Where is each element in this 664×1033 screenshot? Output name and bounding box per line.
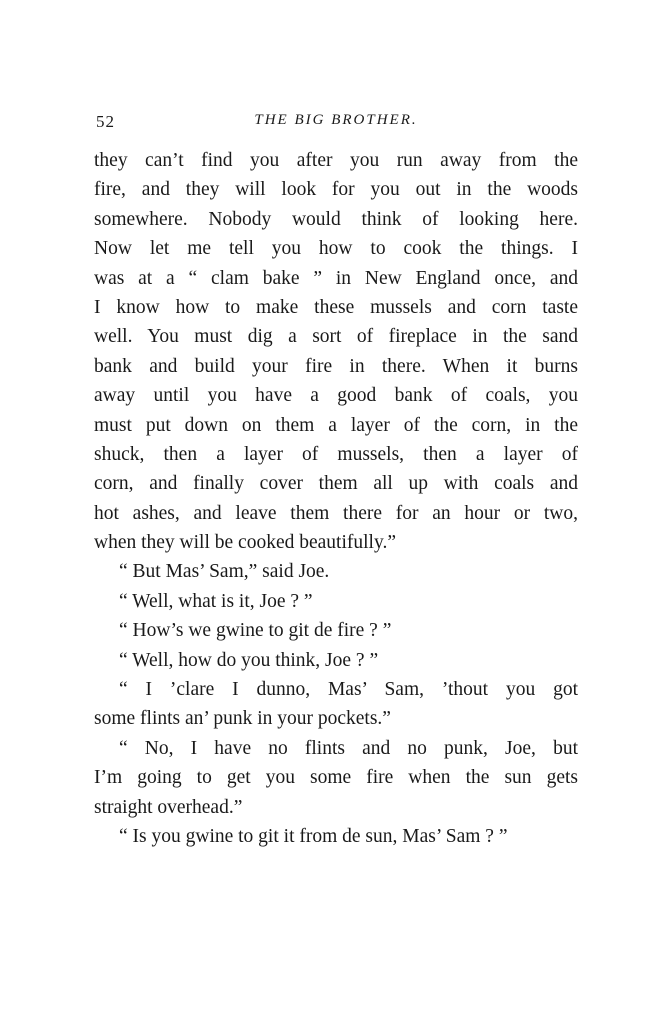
text-line: “ Well, how do you think, Joe ? ” — [119, 649, 379, 671]
text-line: somewhere. Nobody would think of looking here. — [94, 208, 578, 230]
text-line: well. You must dig a sort of fireplace in the sand — [94, 326, 578, 348]
text-line: shuck, then a layer of mussels, then a layer of — [94, 443, 578, 465]
body-text — [94, 146, 578, 851]
text-line: I know how to make these mussels and corn taste — [94, 296, 578, 318]
text-line: hot ashes, and leave them there for an hour or two, — [94, 502, 578, 524]
text-line: Now let me tell you how to cook the things. I — [94, 238, 578, 260]
text-line: “ How’s we gwine to git de fire ? ” — [119, 620, 392, 642]
page-number: 52 — [96, 112, 115, 131]
text-line: away until you have a good bank of coals, you — [94, 385, 578, 407]
text-line: some flints an’ punk in your pockets.” — [94, 708, 391, 730]
text-line: must put down on them a layer of the corn, in the — [94, 414, 578, 436]
text-line: when they will be cooked beautifully.” — [94, 532, 396, 554]
text-line: I’m going to get you some fire when the sun gets — [94, 767, 578, 789]
text-line: was at a “ clam bake ” in New England once, and — [94, 267, 578, 289]
text-line: fire, and they will look for you out in the woods — [94, 179, 578, 201]
text-line: corn, and finally cover them all up with coals and — [94, 473, 578, 495]
text-line: straight overhead.” — [94, 796, 243, 818]
text-line: “ Is you gwine to git it from de sun, Mas’ Sam ? ” — [119, 825, 508, 847]
text-line: “ No, I have no flints and no punk, Joe, but — [119, 737, 578, 759]
running-head: THE BIG BROTHER. — [254, 112, 418, 128]
text-line: bank and build your fire in there. When it burns — [94, 355, 578, 377]
text-line: “ I ’clare I dunno, Mas’ Sam, ’thout you got — [119, 679, 578, 701]
text-line: they can’t find you after you run away from the — [94, 150, 578, 171]
text-line: “ But Mas’ Sam,” said Joe. — [119, 561, 330, 583]
page-header — [96, 112, 576, 136]
text-line: “ Well, what is it, Joe ? ” — [119, 590, 313, 612]
